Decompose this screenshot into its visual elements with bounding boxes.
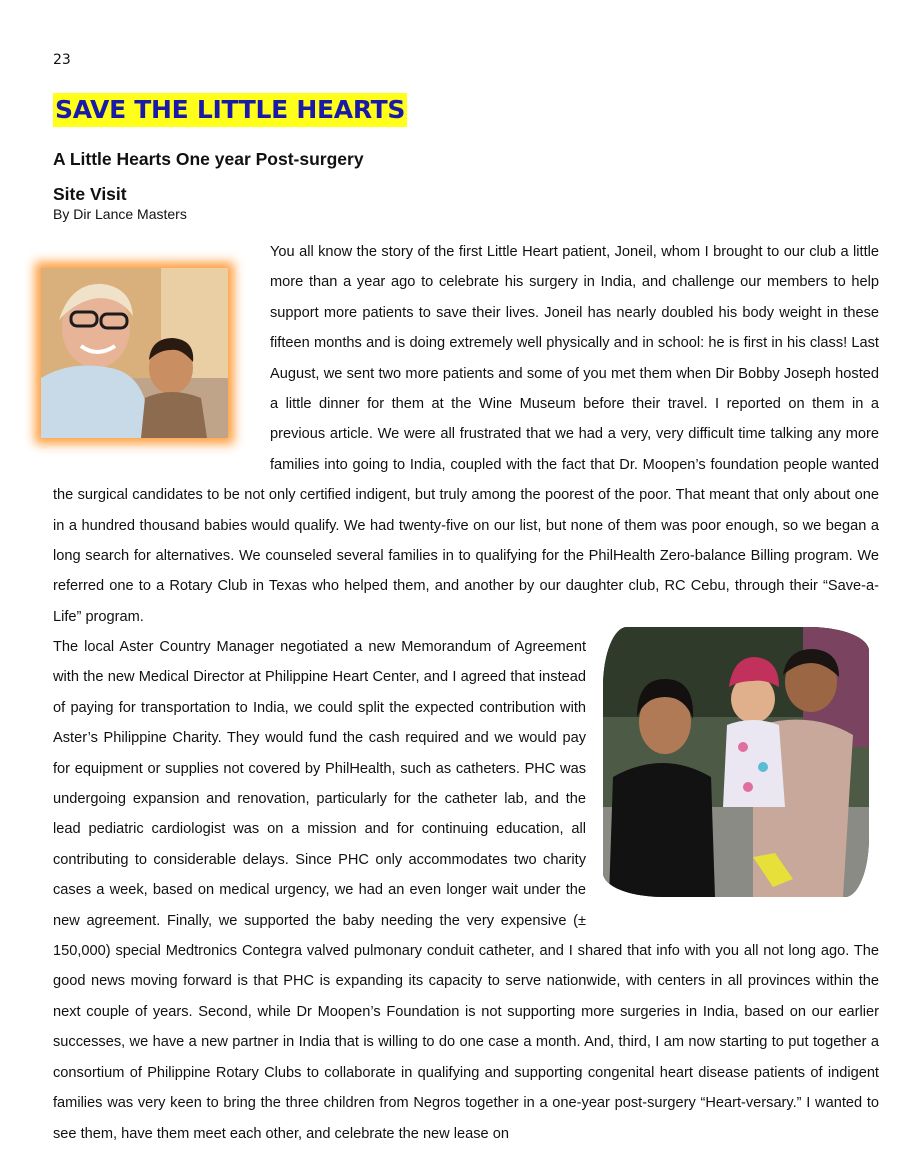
- page-number: 23: [53, 52, 71, 68]
- article-byline: By Dir Lance Masters: [53, 206, 187, 222]
- article-paragraph-2: [53, 632, 879, 1149]
- paragraph-1-text: You all know the story of the first Little Heart patient, Joneil, whom I brought to our club a little more than a year ago to celebrate his surgery in India, and challenge our members to help support more patients to save their lives. Joneil has nearly doubled his body weight in these fifteen months and is doing extremely well physically and in school: he is first in his class! Last August, we sent two more patients and some of you met them when Dir Bobby Joseph hosted a little dinner for them at the Wine Museum before their travel. I reported on them in a previous article. We were all frustrated that we had a very, very difficult time talking any more families into going to India, coupled with the fact that Dr. Moopen’s foundation people wanted the surgical candidates to be not only certified indigent, but truly among the poorest of the poor. That meant that only about one in a hundred thousand babies would qualify. We had twenty-five on our list, but none of them was poor enough, so we began a long search for alternatives. We counseled several families in to qualifying for the PhilHealth Zero-balance Billing program. We referred one to a Rotary Club in Texas who helped them, and another by our daughter club, RC Cebu, through their “Save-a-Life” program.: [53, 244, 879, 625]
- article-headline: SAVE THE LITTLE HEARTS: [53, 93, 407, 127]
- article-paragraph-1: [53, 237, 879, 632]
- photo-2-spacer: [596, 632, 879, 920]
- article-subtitle-line-1: A Little Hearts One year Post-surgery: [53, 149, 364, 169]
- paragraph-2-text: The local Aster Country Manager negotiated a new Memorandum of Agreement with the new Medical Director at Philippine Heart Center, and I agreed that instead of paying for transportation to India, we could split the expected contribution with Aster’s Philippine Charity. They would fund the cash required and we would pay for equipment or supplies not covered by PhilHealth, such as catheters. PHC was undergoing expansion and renovation, particularly for the catheter lab, and the lead pediatric cardiologist was on a mission and for continuing education, all contributing to considerable delays. Since PHC only accommodates two charity cases a week, based on medical urgency, we had an even longer wait under the new agreement. Finally, we supported the baby needing the very expensive (± 150,000) special Medtronics Contegra valved pulmonary conduit catheter, and I shared that info with you all not long ago. The good news moving forward is that PHC is expanding its capacity to serve nationwide, with centers in all provinces within the next couple of years. Second, while Dr Moopen’s Foundation is not supporting more surgeries in India, based on our earlier successes, we have a new partner in India that is willing to do one case a month. And, third, I am now starting to put together a consortium of Philippine Rotary Clubs to collaborate in qualifying and supporting congenital heart disease patients of indigent families was very keen to bring the three children from Negros together in a one-year post-surgery “Heart-versary.” I wanted to see them, have them meet each other, and celebrate the new lease on: [53, 639, 879, 1142]
- photo-1-spacer: [53, 237, 260, 469]
- article-subtitle-line-2: Site Visit: [53, 184, 127, 204]
